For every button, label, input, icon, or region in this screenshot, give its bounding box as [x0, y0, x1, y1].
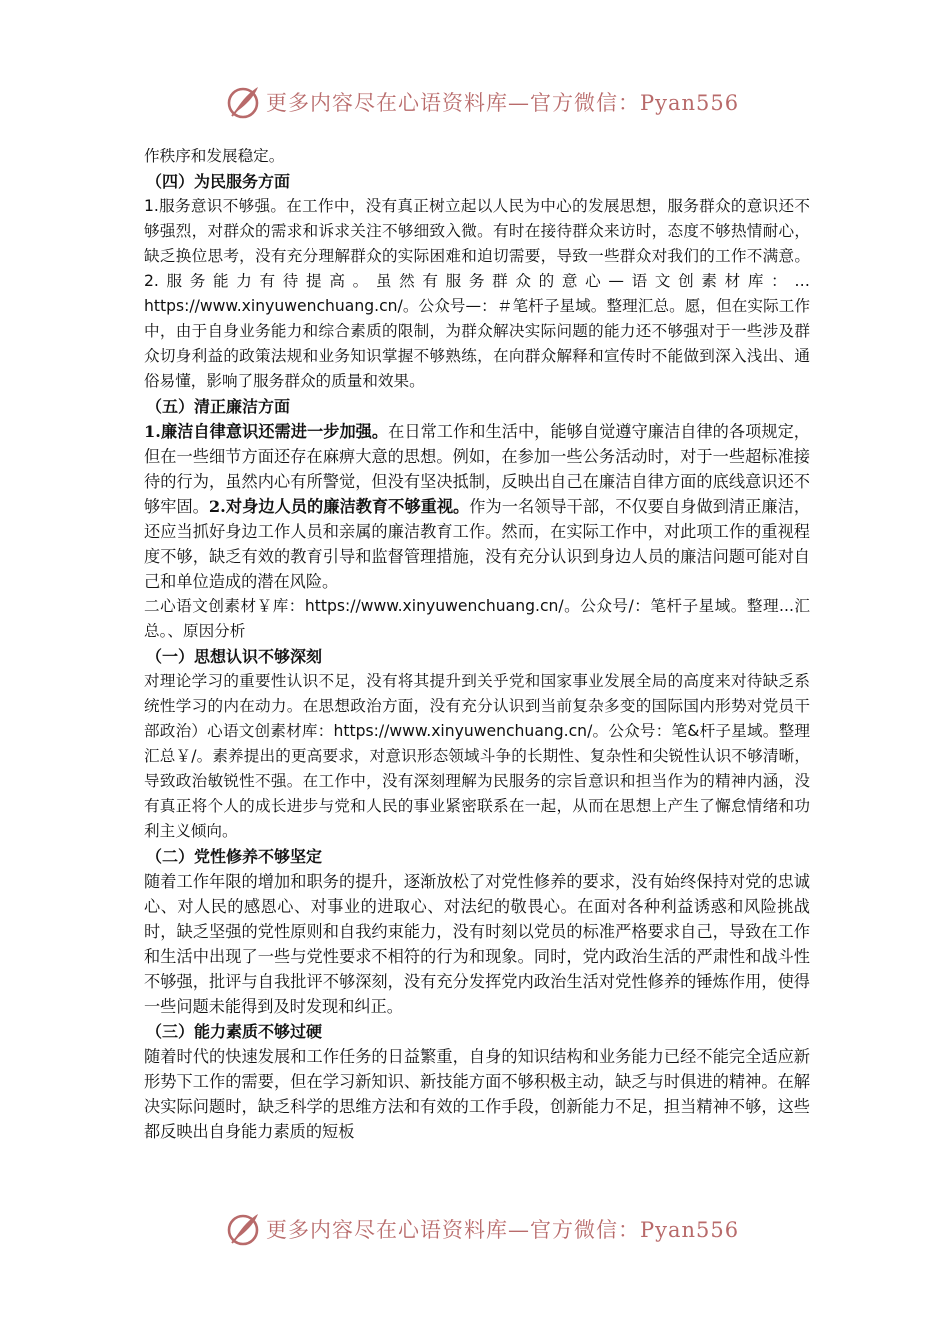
footer-banner-text: 更多内容尽在心语资料库—官方微信：Pyan556	[266, 1218, 740, 1242]
heading-party: （二）党性修养不够坚定	[146, 847, 323, 866]
quill-logo-icon	[224, 83, 262, 121]
heading-ability: （三）能力素质不够过硬	[146, 1022, 323, 1041]
clean-point-2-title: 2.对身边人员的廉洁教育不够重视。	[208, 497, 470, 516]
paragraph-clean	[144, 419, 810, 594]
quill-logo-icon	[224, 1210, 262, 1248]
footer-banner	[224, 1207, 740, 1251]
header-banner-text: 更多内容尽在心语资料库—官方微信：Pyan556	[266, 91, 740, 115]
paragraph-service: 1.服务意识不够强。在工作中，没有真正树立起以人民为中心的发展思想，服务群众的意识还不够强烈，对群众的需求和诉求关注不够细致入微。有时在接待群众来访时，态度不够热情耐心，缺乏换位思考，没有充分理解群众的实际困难和迫切需要，导致一些群众对我们的工作不满意。2.服务能力有待提高。虽然有服务群众的意心—语文创素材库：…https://www.xinyuwenchuang.cn/。公众号—：＃笔杆子星域。整理汇总。愿，但在实际工作中，由于自身业务能力和综合素质的限制，为群众解决实际问题的能力还不够强对于一些涉及群众切身利益的政策法规和业务知识掌握不够熟练，在向群众解释和宣传时不能做到深入浅出、通俗易懂，影响了服务群众的质量和效果。	[144, 197, 810, 390]
heading-thought: （一）思想认识不够深刻	[146, 647, 323, 666]
paragraph-continuation: 作秩序和发展稳定。	[144, 147, 285, 165]
header-banner	[224, 80, 740, 124]
heading-clean: （五）清正廉洁方面	[146, 397, 291, 416]
paragraph-ability: 随着时代的快速发展和工作任务的日益繁重，自身的知识结构和业务能力已经不能完全适应新形势下工作的需要，但在学习新知识、新技能方面不够积极主动，缺乏与时俱进的精神。在解决实际问题时，缺乏科学的思维方法和有效的工作手段，创新能力不足，担当精神不够，这些都反映出自身能力素质的短板	[144, 1047, 810, 1141]
clean-point-1-text: 在日常工作和生活中，能够自觉遵守廉洁自律的各项规定，但在一些细节方面还存在麻痹大意的思想。例如，在参加一些公务活动时，对于一些超标准接待的行为，虽然内心有所警觉，但没有坚决抵制，反映出自己在廉洁自律方面的底线意识还不够牢固。	[144, 422, 810, 516]
clean-point-2-text: 作为一名领导干部，不仅要自身做到清正廉洁，还应当抓好身边工作人员和亲属的廉洁教育工作。然而，在实际工作中，对此项工作的重视程度不够，缺乏有效的教育引导和监督管理措施，没有充分认识到身边人员的廉洁问题可能对自己和单位造成的潜在风险。	[144, 497, 811, 591]
paragraph-party: 随着工作年限的增加和职务的提升，逐渐放松了对党性修养的要求，没有始终保持对党的忠诚心、对人民的感恩心、对事业的进取心、对法纪的敬畏心。在面对各种利益诱惑和风险挑战时，缺乏坚强的党性原则和自我约束能力，没有时刻以党员的标准严格要求自己，导致在工作和生活中出现了一些与党性要求不相符的行为和现象。同时，党内政治生活的严肃性和战斗性不够强，批评与自我批评不够深刻，没有充分发挥党内政治生活对党性修养的锤炼作用，使得一些问题未能得到及时发现和纠正。	[144, 872, 810, 1016]
clean-point-1-title: 1.廉洁自律意识还需进一步加强。	[144, 422, 389, 441]
paragraph-thought: 对理论学习的重要性认识不足，没有将其提升到关乎党和国家事业发展全局的高度来对待缺乏系统性学习的内在动力。在思想政治方面，没有充分认识到当前复杂多变的国际国内形势对党员干部政治）心语文创素材库：https://www.xinyuwenchuang.cn/。公众号：笔&杆子星域。整理汇总￥/。素养提出的更高要求，对意识形态领域斗争的长期性、复杂性和尖锐性认识不够清晰，导致政治敏锐性不强。在工作中，没有深刻理解为民服务的宗旨意识和担当作为的精神内涵，没有真正将个人的成长进步与党和人民的事业紧密联系在一起，从而在思想上产生了懈怠情绪和功利主义倾向。	[144, 672, 810, 840]
heading-service: （四）为民服务方面	[146, 172, 291, 191]
paragraph-source-note: 二心语文创素材￥库：https://www.xinyuwenchuang.cn/。公众号/：笔杆子星域。整理...汇总。、原因分析	[144, 597, 810, 640]
document-body	[144, 144, 810, 1144]
